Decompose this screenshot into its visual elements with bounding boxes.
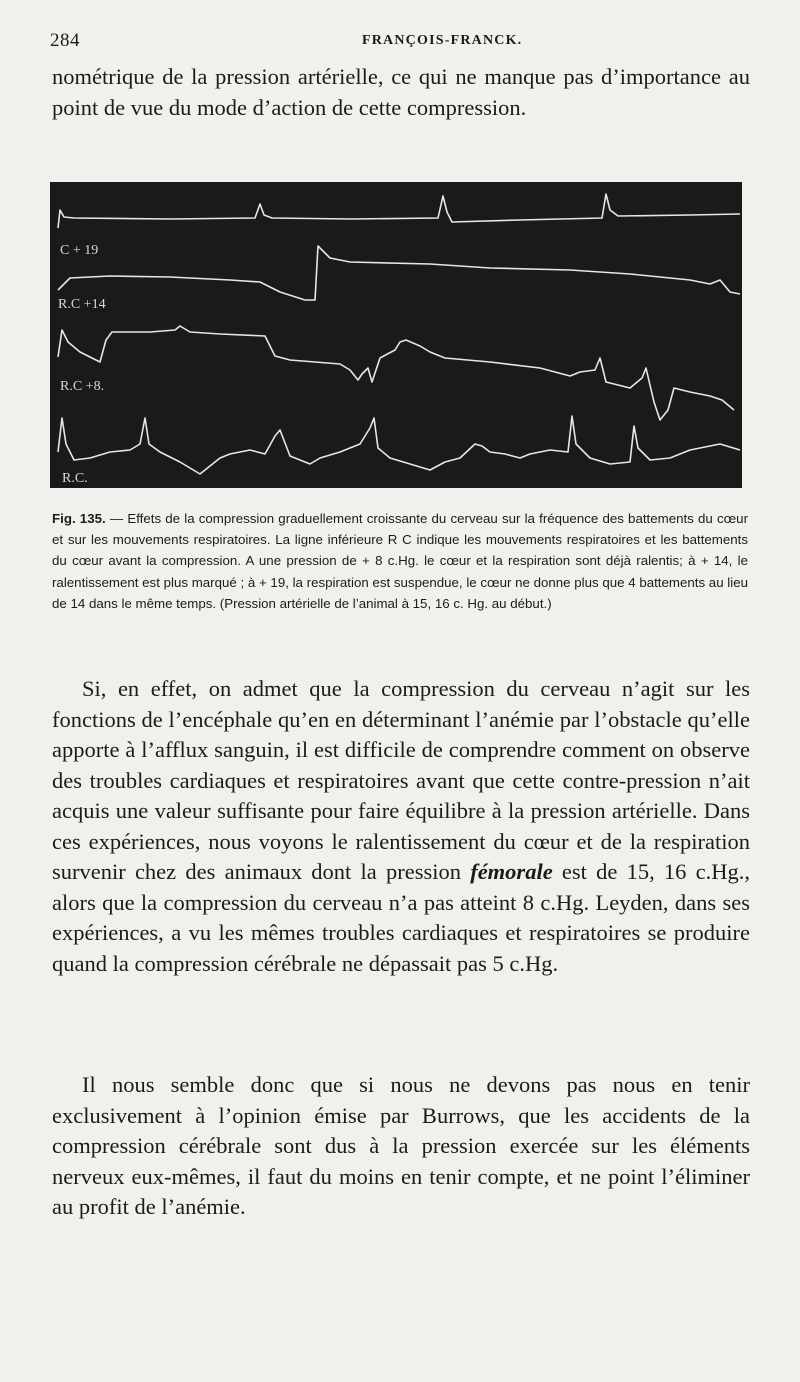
- paragraph-1-part-b: est de 15, 16 c.Hg., alors que la compression du cerveau n’a pas atteint 8 c.Hg. Leyden, dans ses expériences, a vu les mêmes troubles cardiaques et respiratoires se produire quand la compression cérébrale ne dépassait pas 5 c.Hg.: [52, 859, 751, 976]
- intro-paragraph: nométrique de la pression artérielle, ce qui ne manque pas d’importance au point de vue du mode d’action de cette compression.: [52, 64, 750, 120]
- paragraph-2: Il nous semble donc que si nous ne devons pas nous en tenir exclusivement à l’opinion émise par Burrows, que les accidents de la compression cérébrale sont dus à la pression exercée sur les éléments nerveux eux-mêmes, il faut du moins en tenir compte, et ne point l’éliminer au profit de l’anémie.: [52, 1072, 750, 1219]
- trace-label-c-19: C + 19: [60, 243, 99, 258]
- trace-rc-8: [58, 326, 734, 420]
- trace-rc-14: [58, 246, 740, 300]
- figure-number: Fig. 135.: [52, 511, 106, 526]
- trace-label-rc-14: R.C +14: [58, 297, 106, 312]
- page-header: [50, 30, 750, 58]
- figure-135-tracing: [50, 182, 742, 488]
- trace-label-rc: R.C.: [62, 471, 88, 486]
- emphasis-femorale: fémorale: [470, 859, 553, 884]
- trace-c-19: [58, 194, 740, 228]
- caption-text: — Effets de la compression graduellement croissante du cerveau sur la fréquence des battements du cœur et sur les mouvements respiratoires. La ligne inférieure R C indique les mouvements respiratoires et les battements du cœur avant la compression. A une pression de + 8 c.Hg. le cœur et la respiration sont déjà ralentis; à + 14, le ralentissement est plus marqué ; à + 19, la respiration est suspendue, le cœur ne donne plus que 4 battements au lieu de 14 dans le même temps. (Pression artérielle de l’animal à 15, 16 c. Hg. au début.): [52, 511, 748, 611]
- paragraph-1: [52, 674, 750, 979]
- trace-label-rc-8: R.C +8.: [60, 379, 105, 394]
- tracing-svg: [50, 182, 742, 488]
- paragraph-1-part-a: Si, en effet, on admet que la compression du cerveau n’agit sur les fonctions de l’encéphale qu’en en déterminant l’anémie par l’obstacle qu’elle apporte à l’afflux sanguin, il est difficile de comprendre comment on observe des troubles cardiaques et respiratoires avant que cette contre-pression n’ait acquis une valeur suffisante pour faire équilibre à la pression artérielle. Dans ces expériences, nous voyons le ralentissement du cœur et de la respiration survenir chez des animaux dont la pression: [52, 676, 750, 884]
- figure-caption: [52, 508, 748, 614]
- trace-rc-baseline: [58, 416, 740, 474]
- running-head: FRANÇOIS-FRANCK.: [362, 33, 523, 48]
- page-number: 284: [50, 30, 80, 51]
